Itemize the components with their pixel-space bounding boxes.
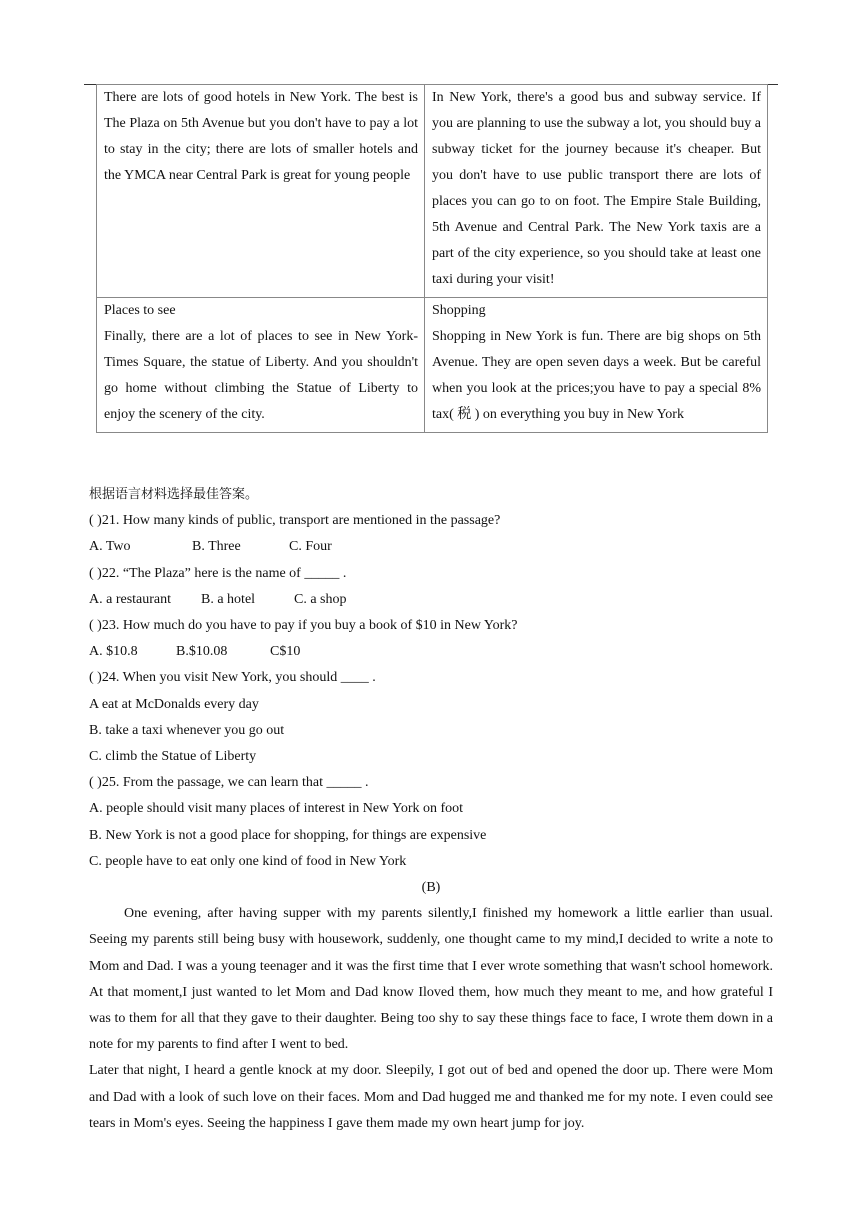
passage-paragraph-1: One evening, after having supper with my parents silently,I finished my homework a little earlier than usual. Seeing my parents still being busy with housework, suddenly, one thought came to my mind,I decided to write a note to Mom and Dad. I was a young teenager and it was the first time that I ever wrote something that wasn't school homework. At that moment,I just wanted to let Mom and Dad know Iloved them, how much they meant to me, and how grateful I was to them for all that they gave to their daughter. Being too shy to say these things face to face, I wrote them down in a note for my parents to find after I went to bed.: [89, 906, 773, 1053]
q25-option-a: A. people should visit many places of interest in New York on foot: [89, 801, 464, 817]
table-row: [97, 85, 768, 298]
instruction: 根据语言材料选择最佳答案。: [89, 487, 259, 502]
question-21-options: [89, 534, 773, 560]
question-22-options: [89, 587, 773, 613]
q22-option-b: B. a hotel: [201, 591, 256, 607]
question-23-options: [89, 639, 773, 665]
table-row: [97, 298, 768, 433]
passage-paragraph-2: Later that night, I heard a gentle knock at my door. Sleepily, I got out of bed and opened the door up. There were Mom and Dad with a look of such love on their faces. Mom and Dad hugged me and thanked me for my note. I even could see tears in Mom's eyes. Seeing the happiness I gave them made my own heart jump for joy.: [89, 1063, 773, 1131]
info-table: [96, 84, 768, 433]
q24-option-c: C. climb the Statue of Liberty: [89, 749, 257, 765]
places-cell: [97, 298, 425, 433]
q23-option-a: A. $10.8: [89, 644, 138, 660]
q21-option-a: A. Two: [89, 539, 131, 555]
q21-option-b: B. Three: [192, 539, 241, 555]
q25-option-c: C. people have to eat only one kind of food in New York: [89, 853, 407, 869]
q23-option-c: C$10: [270, 644, 301, 660]
q24-option-b: B. take a taxi whenever you go out: [89, 722, 285, 738]
question-25-stem: ( )25. From the passage, we can learn that _____ .: [89, 775, 369, 791]
q23-option-b: B.$10.08: [176, 644, 228, 660]
hotels-cell: There are lots of good hotels in New York. The best is The Plaza on 5th Avenue but you don't have to pay a lot to stay in the city; there are lots of smaller hotels and the YMCA near Central Park is great for young people: [97, 85, 425, 298]
shopping-heading: Shopping: [432, 303, 486, 318]
q24-option-a: A eat at McDonalds every day: [89, 696, 259, 712]
question-21-stem: ( )21. How many kinds of public, transport are mentioned in the passage?: [89, 513, 501, 529]
q21-option-c: C. Four: [289, 539, 332, 555]
shopping-text: Shopping in New York is fun. There are big shops on 5th Avenue. They are open seven days a week. But be careful when you look at the prices;you have to pay a special 8% tax( 税 ) on everything you buy in New York: [432, 329, 761, 422]
transport-cell: In New York, there's a good bus and subway service. If you are planning to use the subway a lot, you should buy a subway ticket for the journey because it's cheaper. But you don't have to use public transport there are lots of places you can go to on foot. The Empire Stale Building, 5th Avenue and Central Park. The New York taxis are a part of the city experience, so you should take at least one taxi during your visit!: [425, 85, 768, 298]
section-b-label: (B): [421, 880, 441, 896]
places-heading: Places to see: [104, 303, 176, 318]
places-text: Finally, there are a lot of places to see in New York-Times Square, the statue of Liberty. And you shouldn't go home without climbing the Statue of Liberty to enjoy the scenery of the city.: [104, 329, 418, 422]
q25-option-b: B. New York is not a good place for shopping, for things are expensive: [89, 827, 487, 843]
question-24-stem: ( )24. When you visit New York, you should ____ .: [89, 670, 376, 686]
q22-option-a: A. a restaurant: [89, 591, 172, 607]
question-22-stem: ( )22. “The Plaza” here is the name of _____ .: [89, 565, 347, 581]
main-content: [89, 482, 773, 1137]
shopping-cell: [425, 298, 768, 433]
question-23-stem: ( )23. How much do you have to pay if you buy a book of $10 in New York?: [89, 618, 518, 634]
q22-option-c: C. a shop: [294, 591, 347, 607]
